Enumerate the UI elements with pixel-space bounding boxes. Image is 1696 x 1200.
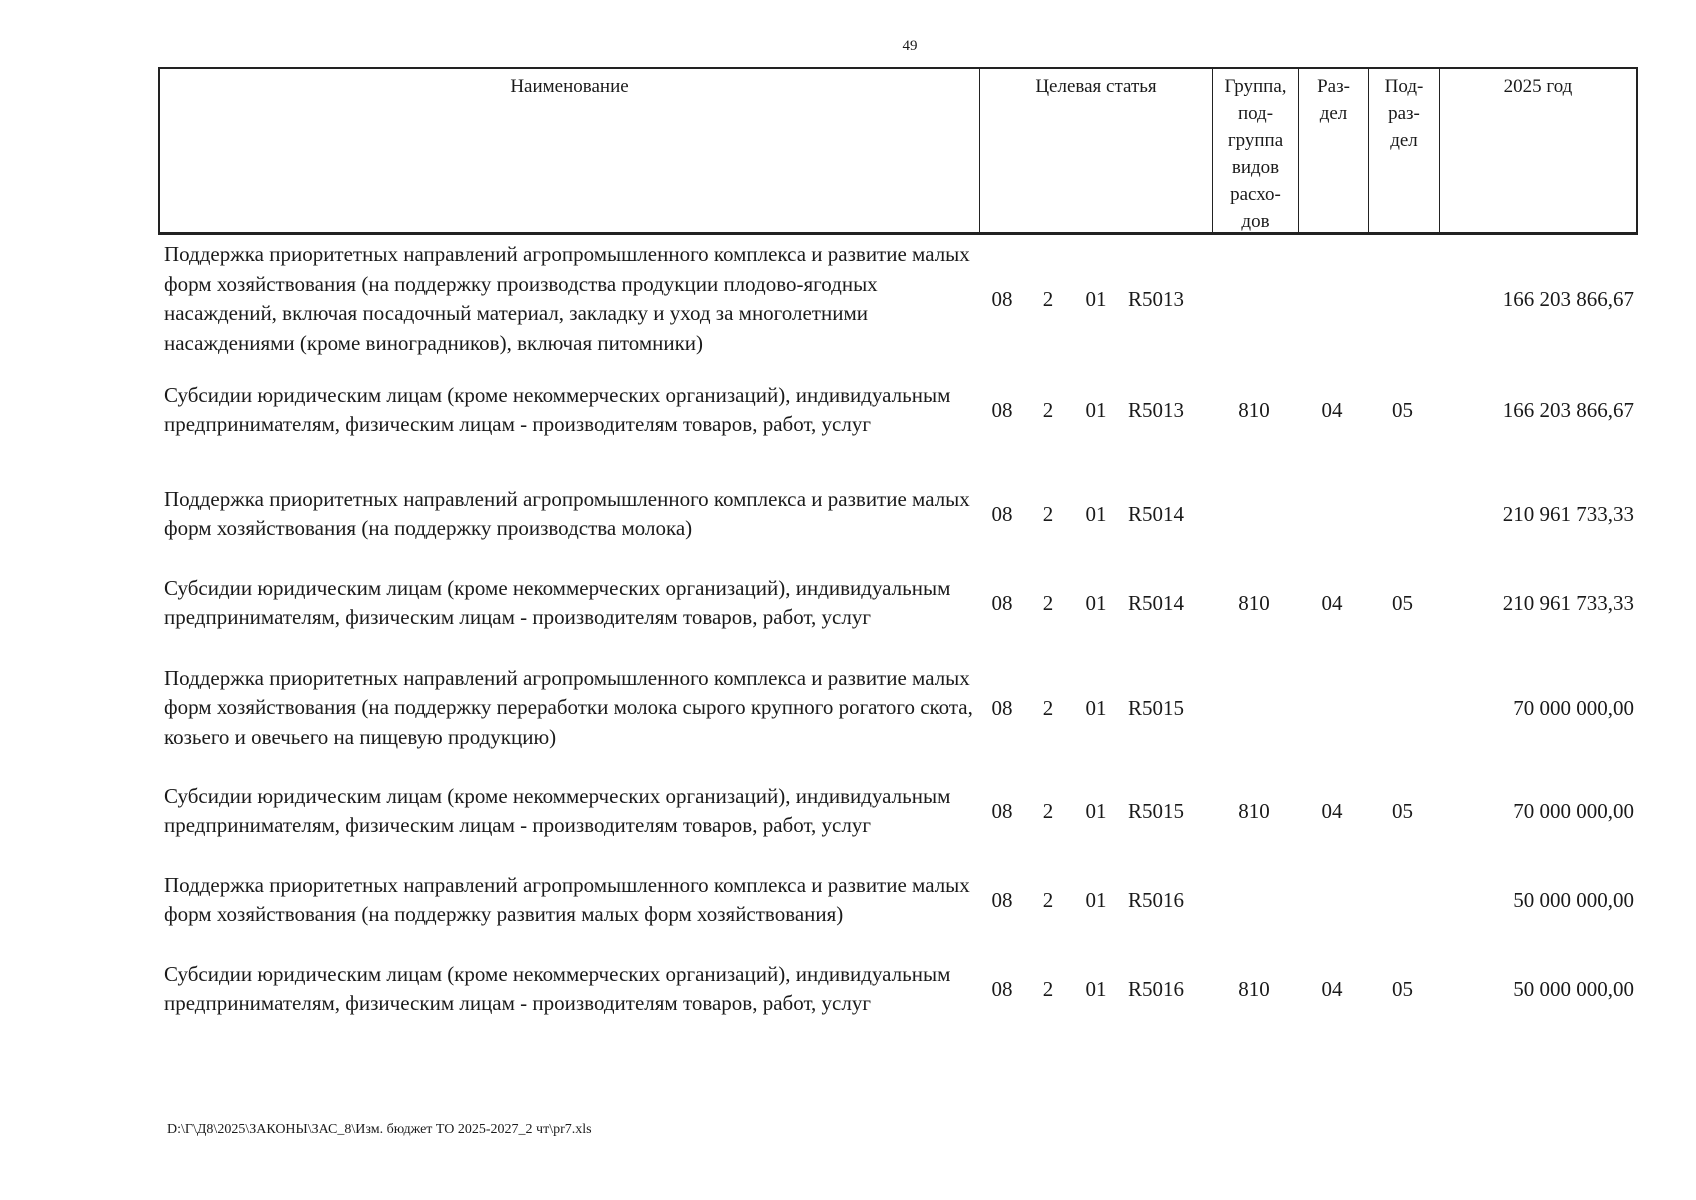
row-target-subprogram: 2 <box>1042 590 1054 615</box>
header-group-line: расхо- <box>1230 184 1281 205</box>
table-header <box>158 67 1638 235</box>
header-razdel-line: дел <box>1319 103 1348 124</box>
header-group-line: видов <box>1231 157 1280 178</box>
row-target-program: 08 <box>991 501 1013 526</box>
row-target-event: 01 <box>1085 887 1107 912</box>
row-target-event: 01 <box>1085 590 1107 615</box>
row-target-code: R5015 <box>1128 695 1185 720</box>
row-target-subprogram: 2 <box>1042 397 1054 422</box>
row-target-subprogram: 2 <box>1042 286 1054 311</box>
row-target-code: R5015 <box>1128 798 1185 823</box>
header-group-line: Группа, <box>1224 76 1287 97</box>
table-row <box>158 559 1638 647</box>
header-razdel <box>1299 69 1369 232</box>
row-target-program: 08 <box>991 695 1013 720</box>
row-target-code: R5014 <box>1128 501 1185 526</box>
row-target-code: R5016 <box>1128 887 1185 912</box>
header-name: Наименование <box>160 69 980 232</box>
row-amount: 210 961 733,33 <box>1502 590 1634 615</box>
table-row <box>158 945 1638 1033</box>
row-target-event: 01 <box>1085 695 1107 720</box>
header-razdel-line: Раз- <box>1317 76 1350 97</box>
row-name: Поддержка приоритетных направлений агропромышленного комплекса и развитие малых форм хозяйствования (на поддержку развития малых форм хозяйствования) <box>164 872 970 926</box>
table-row <box>158 484 1638 544</box>
row-target-code: R5016 <box>1128 976 1185 1001</box>
row-expense-group: 810 <box>1238 976 1270 1001</box>
row-razdel: 04 <box>1321 397 1343 422</box>
row-target-program: 08 <box>991 798 1013 823</box>
row-target-event: 01 <box>1085 286 1107 311</box>
row-amount: 70 000 000,00 <box>1513 798 1634 823</box>
row-target-program: 08 <box>991 286 1013 311</box>
row-name: Поддержка приоритетных направлений агропромышленного комплекса и развитие малых форм хозяйствования (на поддержку производства продукции плодово-ягодных насаждений, включая посадочный материал, закладку и уход за многолетними насаждениями (кроме виноградников), включая питомники) <box>164 242 970 355</box>
row-target-program: 08 <box>991 397 1013 422</box>
row-name: Субсидии юридическим лицам (кроме некоммерческих организаций), индивидуальным предпринимателям, физическим лицам - производителям товаров, работ, услуг <box>164 575 951 629</box>
header-podrazdel-line: раз- <box>1388 103 1420 124</box>
header-podrazdel-line: дел <box>1390 130 1418 151</box>
row-target-code: R5014 <box>1128 590 1185 615</box>
row-name: Субсидии юридическим лицам (кроме некоммерческих организаций), индивидуальным предпринимателям, физическим лицам - производителям товаров, работ, услуг <box>164 961 951 1015</box>
table-row <box>158 856 1638 944</box>
row-amount: 166 203 866,67 <box>1502 397 1634 422</box>
row-target-subprogram: 2 <box>1042 798 1054 823</box>
row-expense-group: 810 <box>1238 798 1270 823</box>
row-name: Субсидии юридическим лицам (кроме некоммерческих организаций), индивидуальным предпринимателям, физическим лицам - производителям товаров, работ, услуг <box>164 783 951 837</box>
row-podrazdel: 05 <box>1392 397 1413 422</box>
row-target-event: 01 <box>1085 798 1107 823</box>
table-row <box>158 366 1638 454</box>
row-razdel: 04 <box>1321 798 1343 823</box>
row-amount: 50 000 000,00 <box>1513 887 1634 912</box>
table-row <box>158 664 1638 752</box>
row-target-event: 01 <box>1085 501 1107 526</box>
row-podrazdel: 05 <box>1392 798 1413 823</box>
row-name: Поддержка приоритетных направлений агропромышленного комплекса и развитие малых форм хозяйствования (на поддержку производства молока) <box>164 486 970 540</box>
row-target-program: 08 <box>991 887 1013 912</box>
table-row <box>158 240 1638 358</box>
row-amount: 166 203 866,67 <box>1502 286 1634 311</box>
row-amount: 70 000 000,00 <box>1513 695 1634 720</box>
row-podrazdel: 05 <box>1392 976 1413 1001</box>
row-expense-group: 810 <box>1238 590 1270 615</box>
row-target-event: 01 <box>1085 397 1107 422</box>
page-number: 49 <box>902 38 918 54</box>
table-row <box>158 767 1638 855</box>
row-target-program: 08 <box>991 976 1013 1001</box>
header-year: 2025 год <box>1503 76 1573 97</box>
header-group-line: группа <box>1227 130 1284 151</box>
row-target-subprogram: 2 <box>1042 501 1054 526</box>
row-podrazdel: 05 <box>1392 590 1413 615</box>
row-target-code: R5013 <box>1128 286 1185 311</box>
row-razdel: 04 <box>1321 590 1343 615</box>
file-path-footer: D:\Г\Д8\2025\ЗАКОНЫ\ЗАС_8\Изм. бюджет ТО 2025-2027_2 чт\pr7.xls <box>167 1122 592 1137</box>
row-target-subprogram: 2 <box>1042 695 1054 720</box>
header-group-line: дов <box>1241 211 1270 232</box>
row-target-event: 01 <box>1085 976 1107 1001</box>
row-name: Субсидии юридическим лицам (кроме некоммерческих организаций), индивидуальным предпринимателям, физическим лицам - производителям товаров, работ, услуг <box>164 382 951 436</box>
header-group-line: под- <box>1237 103 1274 124</box>
header-podrazdel <box>1369 69 1440 232</box>
row-amount: 210 961 733,33 <box>1502 501 1634 526</box>
row-target-code: R5013 <box>1128 397 1185 422</box>
row-expense-group: 810 <box>1238 397 1270 422</box>
header-podrazdel-line: Под- <box>1384 76 1424 97</box>
row-target-subprogram: 2 <box>1042 887 1054 912</box>
row-target-subprogram: 2 <box>1042 976 1054 1001</box>
row-razdel: 04 <box>1321 976 1343 1001</box>
row-amount: 50 000 000,00 <box>1513 976 1634 1001</box>
header-target-article: Целевая статья <box>980 69 1213 232</box>
header-expense-group <box>1213 69 1299 232</box>
row-target-program: 08 <box>991 590 1013 615</box>
row-name: Поддержка приоритетных направлений агропромышленного комплекса и развитие малых форм хозяйствования (на поддержку переработки молока сырого крупного рогатого скота, козьего и овечьего на пищевую продукцию) <box>164 665 973 749</box>
